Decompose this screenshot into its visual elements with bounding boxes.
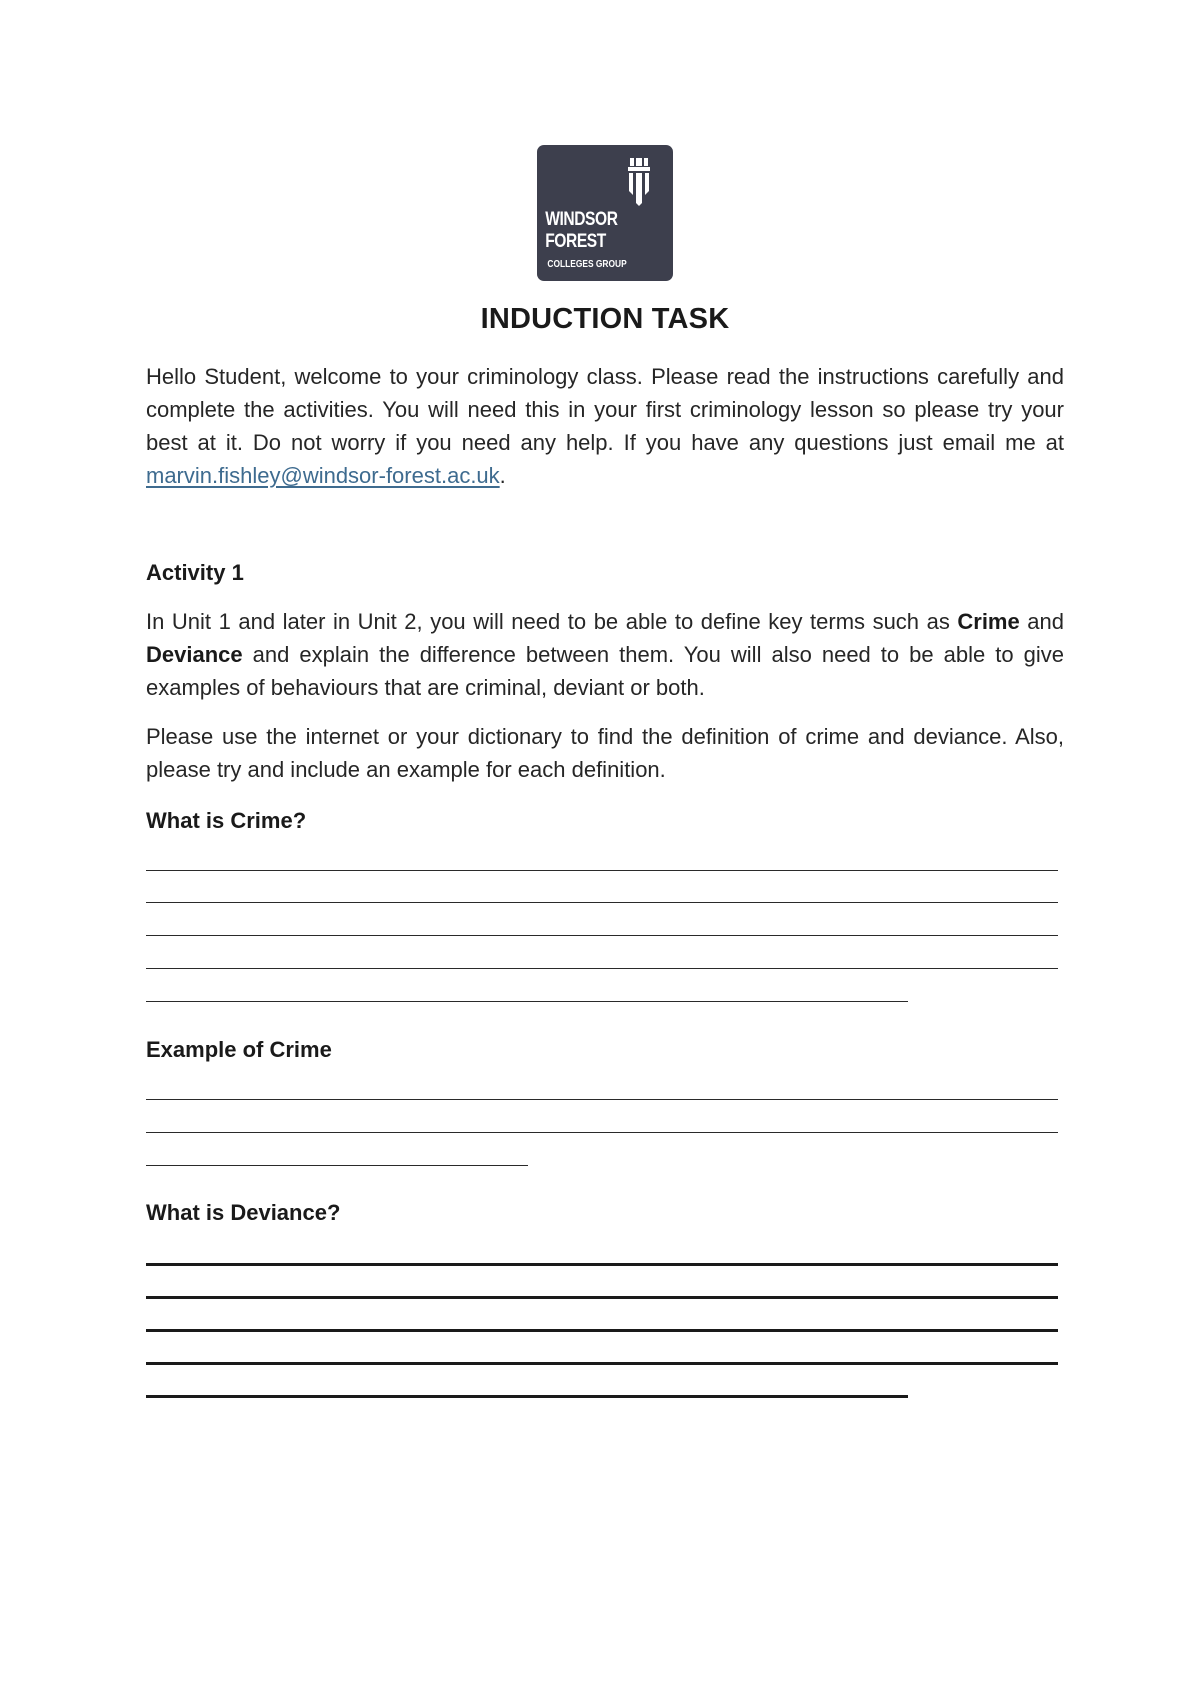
logo-line-1: WINDSOR — [545, 207, 618, 230]
answer-line[interactable] — [146, 1165, 528, 1166]
page-title: INDUCTION TASK — [480, 303, 730, 335]
answer-line[interactable] — [146, 1329, 1058, 1332]
term-deviance: Deviance — [146, 642, 243, 667]
answer-line[interactable] — [146, 1099, 1058, 1100]
intro-text: Hello Student, welcome to your criminology class. Please read the instructions carefully and complete the activities. You will need this in your first criminology lesson so please try your best at it. Do not worry if you need any help. If you have any questions just email me at — [146, 364, 1064, 455]
answer-line[interactable] — [146, 1132, 1058, 1133]
question-crime-heading: What is Crime? — [146, 808, 307, 833]
logo-line-3: COLLEGES GROUP — [547, 258, 627, 271]
activity-paragraph-1 — [146, 605, 1064, 704]
email-link[interactable]: marvin.fishley@windsor-forest.ac.uk — [146, 463, 500, 488]
activity-heading: Activity 1 — [146, 560, 244, 585]
answer-line[interactable] — [146, 1296, 1058, 1299]
answer-line[interactable] — [146, 1001, 908, 1002]
answer-line[interactable] — [146, 968, 1058, 969]
para1-part1: In Unit 1 and later in Unit 2, you will need to be able to define key terms such as — [146, 609, 958, 634]
para1-part2: and — [1019, 609, 1064, 634]
question-deviance-heading: What is Deviance? — [146, 1200, 341, 1225]
para1-part3: and explain the difference between them. You will also need to be able to give examples of behaviours that are criminal, deviant or both. — [146, 642, 1064, 700]
answer-line[interactable] — [146, 902, 1058, 903]
answer-line[interactable] — [146, 1362, 1058, 1365]
college-logo-graphic — [537, 145, 673, 281]
question-example-heading: Example of Crime — [146, 1037, 332, 1062]
term-crime: Crime — [957, 609, 1020, 634]
answer-line[interactable] — [146, 1263, 1058, 1266]
answer-line[interactable] — [146, 870, 1058, 871]
answer-line[interactable] — [146, 1395, 908, 1398]
intro-trailing: . — [499, 463, 506, 488]
answer-line[interactable] — [146, 935, 1058, 936]
intro-paragraph — [146, 360, 1064, 492]
activity-paragraph-2: Please use the internet or your dictionary to find the definition of crime and deviance. Also, please try and include an example for each definition. — [146, 724, 1064, 782]
logo-line-2: FOREST — [545, 229, 606, 252]
college-logo — [537, 145, 673, 281]
